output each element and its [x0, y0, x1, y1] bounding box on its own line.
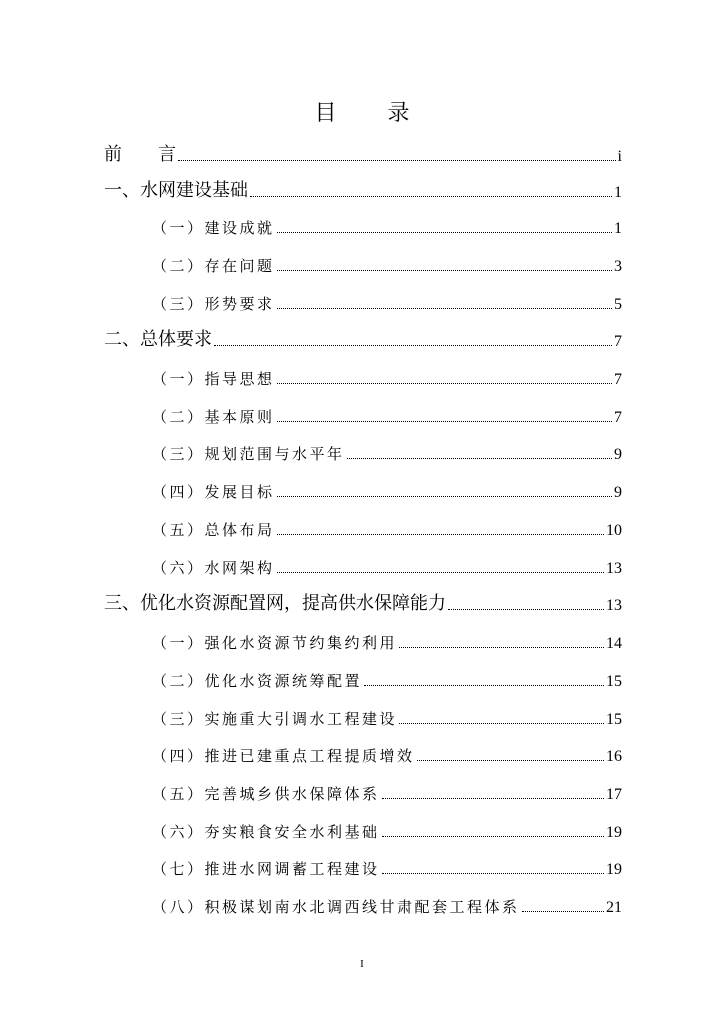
- toc-entry-section-2[interactable]: [104, 325, 622, 351]
- leader-dots: [277, 383, 612, 384]
- leader-dots: [277, 572, 604, 573]
- leader-dots: [277, 496, 612, 497]
- toc-entry-label: （三）形势要求: [152, 295, 275, 313]
- leader-dots: [382, 798, 604, 799]
- toc-entry-label: （五）完善城乡供水保障体系: [152, 785, 380, 803]
- toc-entry-page: 9: [614, 484, 622, 501]
- leader-dots: [214, 345, 612, 346]
- toc-entry-label: 三、优化水资源配置网，提高供水保障能力: [104, 593, 446, 614]
- leader-dots: [399, 647, 604, 648]
- toc-entry-label: （八）积极谋划南水北调西线甘肃配套工程体系: [152, 898, 520, 916]
- toc-entry-3-5[interactable]: [152, 778, 622, 804]
- toc-entry-page: i: [617, 148, 622, 165]
- toc-entry-page: 7: [614, 371, 622, 388]
- toc-entry-label: 前 言: [104, 144, 176, 165]
- toc-entry-label: （六）夯实粮食安全水利基础: [152, 823, 380, 841]
- toc-entry-page: 3: [614, 258, 622, 275]
- toc-entry-1-2[interactable]: [152, 250, 622, 276]
- toc-entry-label: 二、总体要求: [104, 329, 212, 350]
- toc-entry-2-3[interactable]: [152, 438, 622, 464]
- toc-entry-label: （五）总体布局: [152, 521, 275, 539]
- toc-entry-1-3[interactable]: [152, 288, 622, 314]
- leader-dots: [417, 760, 604, 761]
- leader-dots: [277, 308, 612, 309]
- leader-dots: [382, 836, 604, 837]
- leader-dots: [250, 196, 612, 197]
- toc-entry-page: 7: [614, 409, 622, 426]
- leader-dots: [399, 723, 604, 724]
- toc-entry-label: （一）建设成就: [152, 219, 275, 237]
- toc-entry-page: 19: [606, 824, 622, 841]
- toc-entry-2-1[interactable]: [152, 363, 622, 389]
- toc-entry-label: （一）指导思想: [152, 370, 275, 388]
- toc-entry-page: 7: [614, 333, 622, 350]
- toc-entry-3-7[interactable]: [152, 853, 622, 879]
- toc-entry-page: 16: [606, 748, 622, 765]
- toc-entry-page: 5: [614, 296, 622, 313]
- toc-entry-2-2[interactable]: [152, 401, 622, 427]
- toc-entry-3-8[interactable]: [152, 891, 622, 917]
- toc-entry-1-1[interactable]: [152, 212, 622, 238]
- toc-entry-page: 9: [614, 446, 622, 463]
- toc-entry-label: （二）基本原则: [152, 408, 275, 426]
- leader-dots: [277, 232, 612, 233]
- toc-entry-page: 1: [614, 184, 622, 201]
- toc-entry-label: （三）实施重大引调水工程建设: [152, 710, 398, 728]
- toc-entry-page: 13: [606, 560, 622, 577]
- toc-entry-page: 17: [606, 786, 622, 803]
- leader-dots: [277, 270, 612, 271]
- toc-entry-label: （一）强化水资源节约集约利用: [152, 634, 398, 652]
- leader-dots: [178, 160, 616, 161]
- leader-dots: [448, 609, 604, 610]
- toc-entry-page: 13: [606, 597, 622, 614]
- toc-entry-3-6[interactable]: [152, 816, 622, 842]
- toc-entry-section-1[interactable]: [104, 176, 622, 202]
- toc-entry-page: 14: [606, 635, 622, 652]
- toc-entry-3-3[interactable]: [152, 703, 622, 729]
- leader-dots: [277, 534, 604, 535]
- toc-entry-label: 一、水网建设基础: [104, 180, 248, 201]
- leader-dots: [277, 421, 612, 422]
- toc-entry-page: 21: [606, 899, 622, 916]
- toc-entry-foreword[interactable]: [104, 140, 622, 166]
- leader-dots: [364, 685, 604, 686]
- toc-entry-label: （四）推进已建重点工程提质增效: [152, 747, 415, 765]
- toc-entry-page: 10: [606, 522, 622, 539]
- leader-dots: [522, 911, 604, 912]
- toc-entry-3-4[interactable]: [152, 740, 622, 766]
- toc-entry-2-4[interactable]: [152, 476, 622, 502]
- toc-entry-label: （二）存在问题: [152, 257, 275, 275]
- toc-entry-3-2[interactable]: [152, 665, 622, 691]
- toc-entry-section-3[interactable]: [104, 589, 622, 615]
- toc-entry-label: （七）推进水网调蓄工程建设: [152, 860, 380, 878]
- leader-dots: [382, 873, 604, 874]
- toc-entry-2-5[interactable]: [152, 514, 622, 540]
- toc-entry-page: 19: [606, 861, 622, 878]
- page-number-footer: I: [360, 958, 364, 970]
- leader-dots: [347, 458, 612, 459]
- toc-entry-label: （二）优化水资源统筹配置: [152, 672, 363, 690]
- toc-entry-page: 1: [614, 220, 622, 237]
- toc-entry-label: （四）发展目标: [152, 483, 275, 501]
- toc-entry-page: 15: [606, 673, 622, 690]
- toc-entry-label: （六）水网架构: [152, 559, 275, 577]
- toc-title: 目 录: [314, 101, 432, 126]
- toc-entry-2-6[interactable]: [152, 552, 622, 578]
- toc-entry-3-1[interactable]: [152, 627, 622, 653]
- toc-entry-page: 15: [606, 711, 622, 728]
- toc-entry-label: （三）规划范围与水平年: [152, 445, 345, 463]
